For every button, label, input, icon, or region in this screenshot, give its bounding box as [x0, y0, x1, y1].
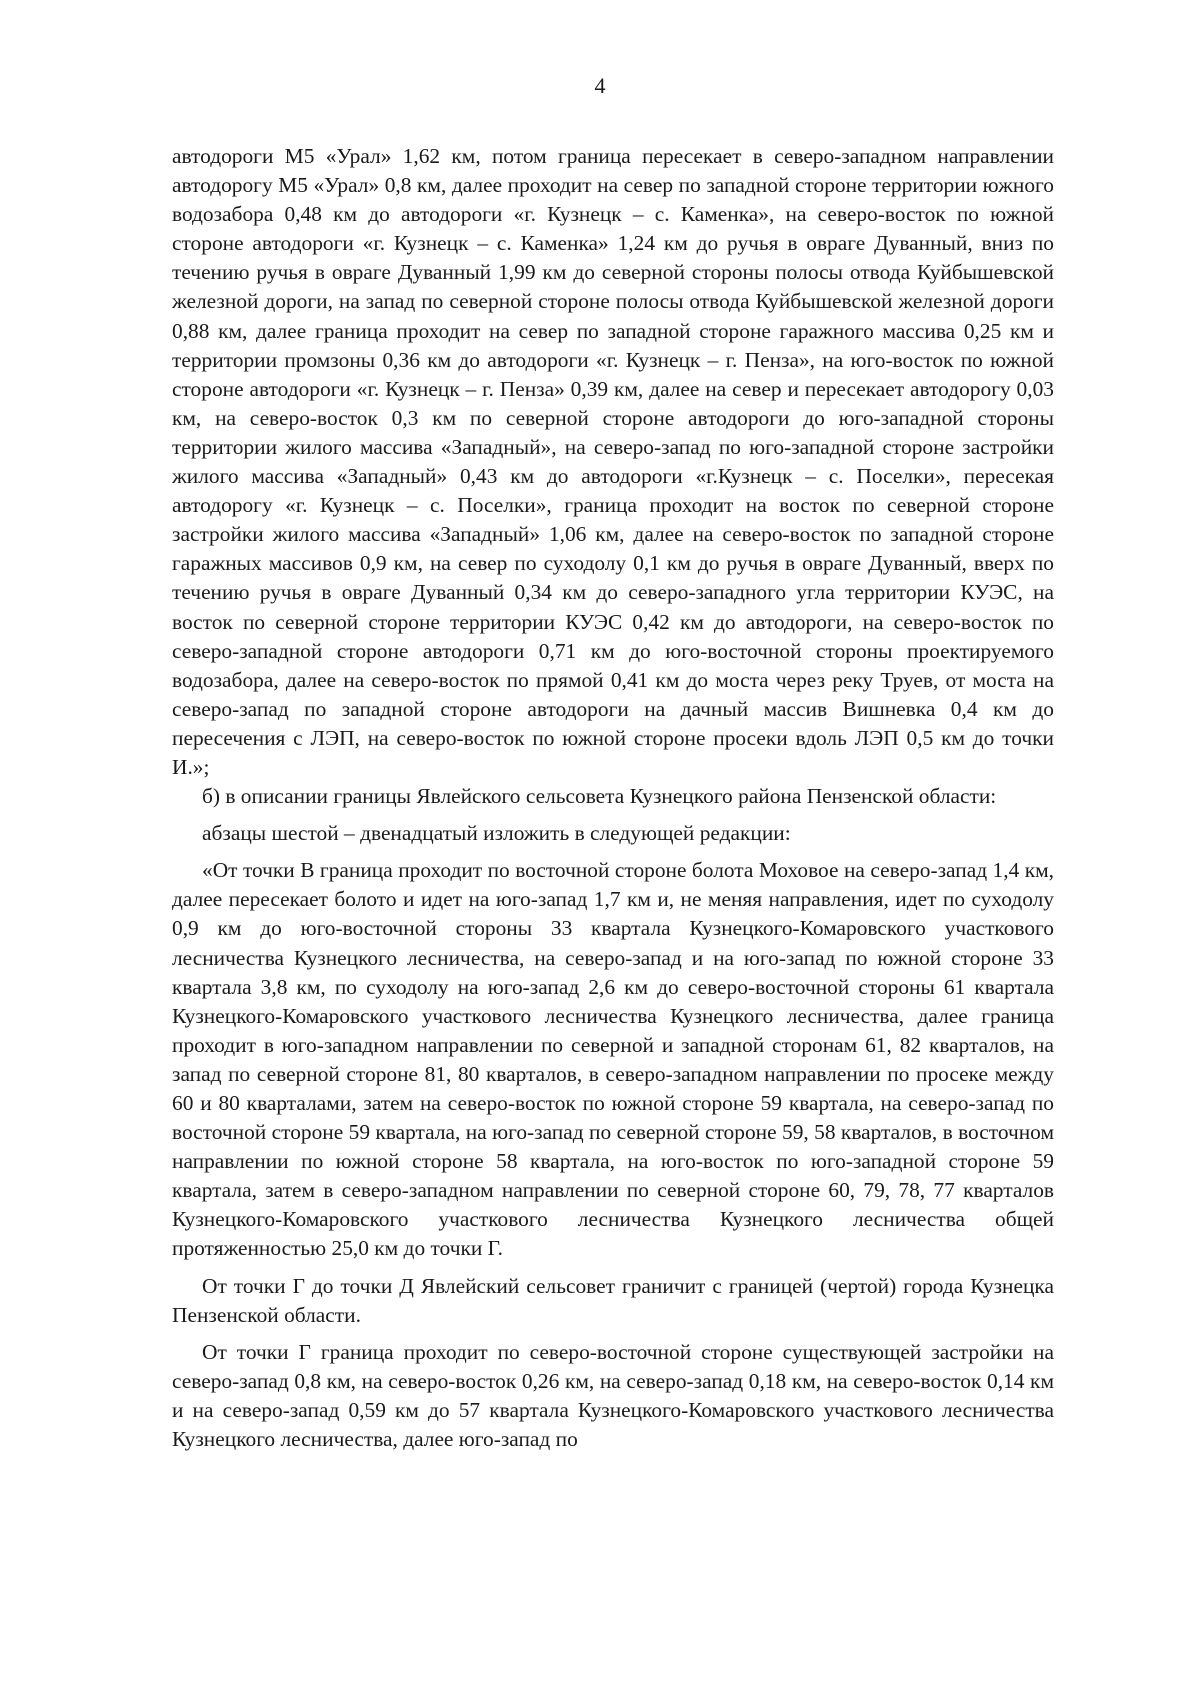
- paragraph-continued-boundary-description: автодороги М5 «Урал» 1,62 км, потом граница пересекает в северо-западном направлении автодорогу М5 «Урал» 0,8 км, далее проходит на север по западной стороне территории южного водозабора 0,48 км до автодороги «г. Кузнецк – с. Каменка», на северо-восток по южной стороне автодороги «г. Кузнецк – с. Каменка» 1,24 км до ручья в овраге Дуванный, вниз по течению ручья в овраге Дуванный 1,99 км до северной стороны полосы отвода Куйбышевской железной дороги, на запад по северной стороне полосы отвода Куйбышевской железной дороги 0,88 км, далее граница проходит на север по западной стороне гаражного массива 0,25 км и территории промзоны 0,36 км до автодороги «г. Кузнецк – г. Пенза», на юго-восток по южной стороне автодороги «г. Кузнецк – г. Пенза» 0,39 км, далее на север и пересекает автодорогу 0,03 км, на северо-восток 0,3 км по северной стороне автодороги до юго-западной стороны территории жилого массива «Западный», на северо-запад по юго-западной стороне застройки жилого массива «Западный» 0,43 км до автодороги «г.Кузнецк – с. Поселки», пересекая автодорогу «г. Кузнецк – с. Поселки», граница проходит на восток по северной стороне застройки жилого массива «Западный» 1,06 км, далее на северо-восток по западной стороне гаражных массивов 0,9 км, на север по суходолу 0,1 км до ручья в овраге Дуванный, вверх по течению ручья в овраге Дуванный 0,34 км до северо-западного угла территории КУЭС, на восток по северной стороне территории КУЭС 0,42 км до автодороги, на северо-восток по северо-западной стороне автодороги 0,71 км до юго-восточной стороны проектируемого водозабора, далее на северо-восток по прямой 0,41 км до моста через реку Труев, от моста на северо-запад по западной стороне автодороги на дачный массив Вишневка 0,4 км до пересечения с ЛЭП, на северо-восток по южной стороне просеки вдоль ЛЭП 0,5 км до точки И.»;: [172, 144, 1054, 779]
- paragraph-amendment-instruction: абзацы шестой – двенадцатый изложить в следующей редакции:: [202, 821, 791, 846]
- paragraph-point-g-description: От точки Г граница проходит по северо-восточной стороне существующей застройки на северо-запад 0,8 км, на северо-восток 0,26 км, на северо-запад 0,18 км, на северо-восток 0,14 км и на северо-запад 0,59 км до 57 квартала Кузнецкого-Комаровского участкового лесничества Кузнецкого лесничества, далее юго-запад по: [172, 1339, 1054, 1452]
- paragraph-subsection-b: б) в описании границы Явлейского сельсовета Кузнецкого района Пензенской области:: [202, 784, 997, 809]
- document-body: [172, 142, 1054, 1454]
- paragraph-point-v-description: «От точки В граница проходит по восточной стороне болота Моховое на северо-запад 1,4 км, далее пересекает болото и идет на юго-запад 1,7 км и, не меняя направления, идет по суходолу 0,9 км до юго-восточной стороны 33 квартала Кузнецкого-Комаровского участкового лесничества Кузнецкого лесничества, на северо-запад и на юго-запад по южной стороне 33 квартала 3,8 км, по суходолу на юго-запад 2,6 км до северо-восточной стороны 61 квартала Кузнецкого-Комаровского участкового лесничества Кузнецкого лесничества, далее граница проходит в юго-западном направлении по северной и западной сторонам 61, 82 кварталов, на запад по северной стороне 81, 80 кварталов, в северо-западном направлении по просеке между 60 и 80 кварталами, затем на северо-восток по южной стороне 59 квартала, на северо-запад по восточной стороне 59 квартала, на юго-запад по северной стороне 59, 58 кварталов, в восточном направлении по южной стороне 58 квартала, на юго-восток по юго-западной стороне 59 квартала, затем в северо-западном направлении по северной стороне 60, 79, 78, 77 кварталов Кузнецкого-Комаровского участкового лесничества Кузнецкого лесничества общей протяженностью 25,0 км до точки Г.: [172, 858, 1054, 1261]
- page-number: 4: [594, 73, 606, 98]
- paragraph-point-g-to-d: От точки Г до точки Д Явлейский сельсовет граничит с границей (чертой) города Кузнецка Пензенской области.: [172, 1273, 1054, 1327]
